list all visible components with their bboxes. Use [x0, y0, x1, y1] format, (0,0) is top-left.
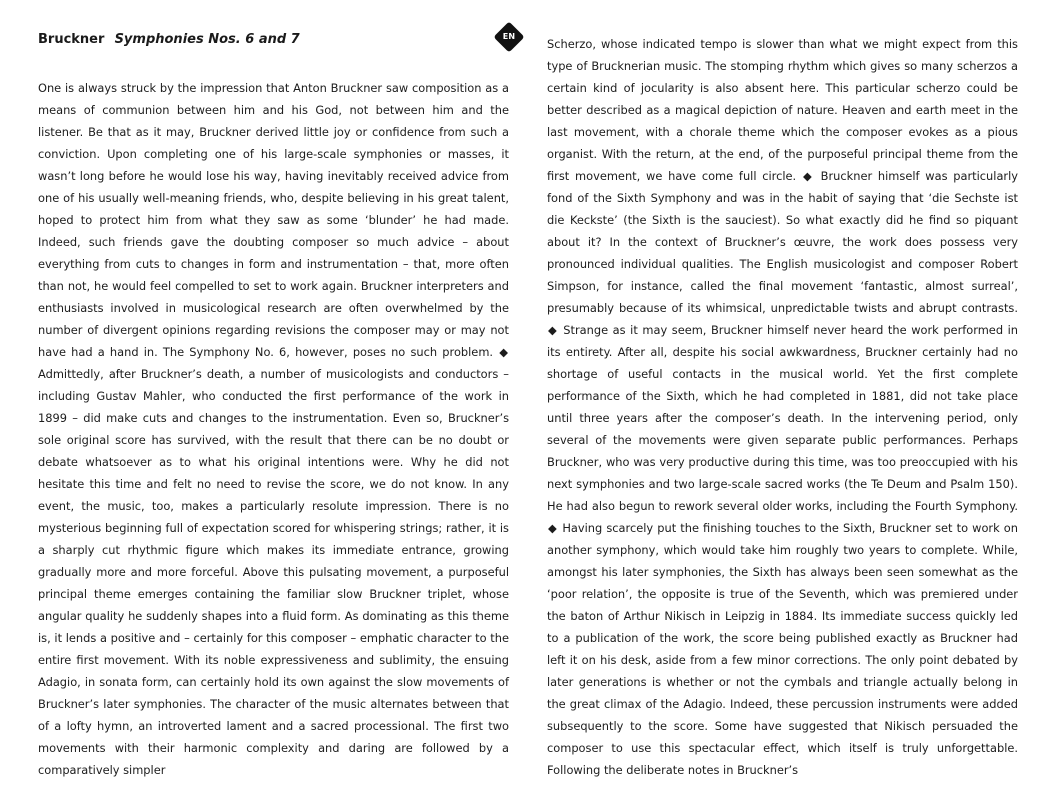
- language-badge-label: EN: [502, 32, 516, 41]
- section-separator-icon: ◆: [548, 521, 558, 535]
- running-header: [38, 30, 509, 52]
- language-badge-icon: [493, 21, 524, 52]
- text-segment: Admittedly, after Bruckner’s death, a number of musicologists and conductors – including Gustav Mahler, who conducted the first performance of the work in 1899 – did make cuts and changes to the instrumentation. Even so, Bruckner’s sole original score has survived, with the result that there can be no doubt or debate whatsoever as to what his original intentions were. Why he did not hesitate this time and felt no need to revise the score, we do not know. In any event, the music, too, makes a particularly resolute impression. There is no mysterious beginning full of expectation scored for whispering strings; rather, it is a sharply cut rhythmic figure which makes its immediate entrance, growing gradually more and more forceful. Above this pulsating movement, a purposeful principal theme emerges containing the familiar slow Bruckner triplet, whose angular quality he suddenly shapes into a fluid form. As dominating as this theme is, it lends a positive and – certainly for this composer – emphatic character to the entire first movement. With its noble expressiveness and sublimity, the ensuing Adagio, in sonata form, can certainly hold its own against the slow movements of Bruckner’s later symphonies. The character of the music alternates between that of a lofty hymn, an introverted lament and a sacred processional. The first two movements with their harmonic complexity and daring are followed by a comparatively simpler: [38, 367, 509, 777]
- composer-name: Bruckner: [38, 32, 105, 47]
- left-text-column: [38, 77, 509, 781]
- section-separator-icon: ◆: [499, 345, 508, 359]
- text-segment: Bruckner himself was particularly fond of the Sixth Symphony and was in the habit of saying that ‘die Sechste ist die Keckste’ (the Sixth is the sauciest). So what exactly did he find so piquant about it? In the context of Bruckner’s œuvre, the work does possess very pronounced individual qualities. The English musicologist and composer Robert Simpson, for instance, called the final movement ‘fantastic, almost surreal’, presumably because of its whimsical, unpredictable twists and abrupt contrasts.: [547, 169, 1019, 315]
- text-segment: Scherzo, whose indicated tempo is slower than what we might expect from this type of Brucknerian music. The stomping rhythm which gives so many scherzos a certain kind of jocularity is also absent here. This particular scherzo could be better described as a magical depiction of nature. Heaven and earth meet in the last movement, with a chorale theme which the composer evokes as a pious organist. With the return, at the end, of the purposeful principal theme from the first movement, we have come full circle.: [547, 37, 1018, 183]
- section-separator-icon: ◆: [548, 323, 558, 337]
- text-segment: One is always struck by the impression that Anton Bruckner saw composition as a means of communion between him and his God, not between him and the listener. Be that as it may, Bruckner derived little joy or confidence from such a conviction. Upon completing one of his large-scale symphonies or masses, it wasn’t long before he would lose his way, having inevitably received advice from one of his usually well-meaning friends, who, despite believing in his great talent, hoped to protect him from what they saw as some ‘blunder’ he had made. Indeed, such friends gave the doubting composer so much advice – about everything from cuts to changes in form and instrumentation – that, more often than not, he would feel compelled to set to work again. Bruckner interpreters and enthusiasts involved in musicological research are often overwhelmed by the number of divergent opinions regarding revisions the composer may or may not have had a hand in. The Symphony No. 6, however, poses no such problem.: [38, 81, 509, 359]
- text-segment: Strange as it may seem, Bruckner himself never heard the work performed in its entirety. After all, despite his social awkwardness, Bruckner certainly had no shortage of useful contacts in the musical world. Yet the first complete performance of the Sixth, which he had completed in 1881, did not take place until three years after the composer’s death. In the intervening period, only several of the movements were given separate public performances. Perhaps Bruckner, who was very productive during this time, was too preoccupied with his next symphonies and two large-scale sacred works (the Te Deum and Psalm 150). He had also begun to rework several older works, including the Fourth Symphony.: [547, 323, 1018, 513]
- work-title: Symphonies Nos. 6 and 7: [114, 32, 300, 47]
- right-text-column: [547, 33, 1018, 781]
- text-segment: Having scarcely put the finishing touches to the Sixth, Bruckner set to work on another symphony, which would take him roughly two years to complete. While, amongst his later symphonies, the Sixth has always been seen somewhat as the ‘poor relation’, the opposite is true of the Seventh, which was premiered under the baton of Arthur Nikisch in Leipzig in 1884. Its immediate success quickly led to a publication of the work, the score being published exactly as Bruckner had left it on his desk, aside from a few minor corrections. The only point debated by later generations is whether or not the cymbals and triangle actually belong in the great climax of the Adagio. Indeed, these percussion instruments were added subsequently to the score. Some have suggested that Nikisch persuaded the composer to use this spectacular effect, which itself is truly unforgettable. Following the deliberate notes in Bruckner’s: [547, 521, 1018, 777]
- right-paragraph: [547, 33, 1018, 781]
- left-paragraph: [38, 77, 509, 781]
- section-separator-icon: ◆: [802, 169, 814, 183]
